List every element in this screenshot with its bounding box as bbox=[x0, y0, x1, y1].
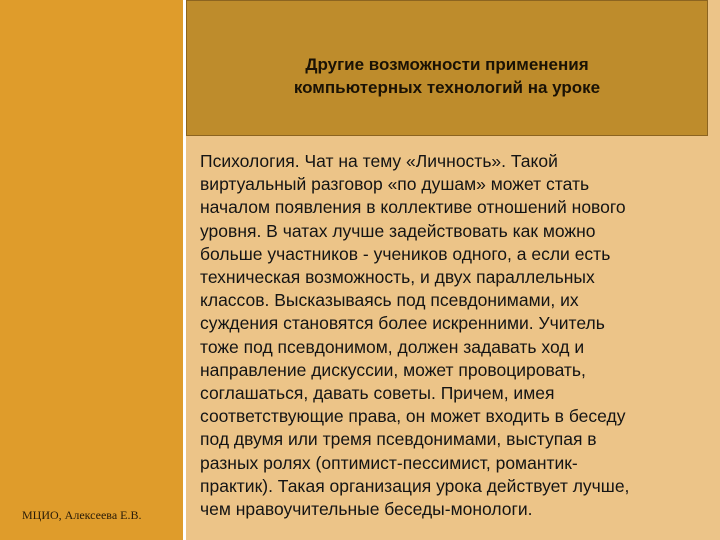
slide-title-line-1: Другие возможности применения bbox=[305, 55, 589, 74]
body-line: началом появления в коллективе отношений нового bbox=[200, 197, 626, 218]
slide-title-line-2: компьютерных технологий на уроке bbox=[293, 78, 601, 97]
body-line: разных ролях (оптимист-пессимист, романтик- bbox=[200, 452, 578, 473]
title-gap bbox=[708, 0, 720, 136]
slide-title-box bbox=[186, 0, 708, 136]
body-line: суждения становятся более искренними. Учитель bbox=[200, 313, 605, 334]
author-credit: МЦИО, Алексеева Е.В. bbox=[22, 508, 142, 522]
body-line: чем нравоучительные беседы-монологи. bbox=[200, 499, 533, 520]
body-line: направление дискуссии, может провоцировать, bbox=[200, 359, 586, 380]
body-line: техническая возможность, и двух параллельных bbox=[200, 267, 595, 288]
body-line: тоже под псевдонимом, должен задавать ход и bbox=[200, 336, 585, 357]
body-line: виртуальный разговор «по душам» может стать bbox=[200, 174, 590, 195]
body-line: практик). Такая организация урока действует лучше, bbox=[200, 475, 630, 496]
body-line: больше участников - учеников одного, а если есть bbox=[200, 243, 611, 264]
left-decor-panel bbox=[0, 0, 184, 540]
slide-body bbox=[200, 150, 705, 521]
body-line: уровня. В чатах лучше задействовать как можно bbox=[200, 220, 596, 241]
body-line: соответствующие права, он может входить в беседу bbox=[200, 406, 626, 427]
body-line: соглашаться, давать советы. Причем, имея bbox=[200, 383, 555, 404]
body-line: классов. Высказываясь под псевдонимами, их bbox=[200, 290, 579, 311]
body-line: под двумя или тремя псевдонимами, выступая в bbox=[200, 429, 597, 450]
slide-title bbox=[237, 53, 657, 99]
body-line: Психология. Чат на тему «Личность». Такой bbox=[200, 151, 558, 171]
